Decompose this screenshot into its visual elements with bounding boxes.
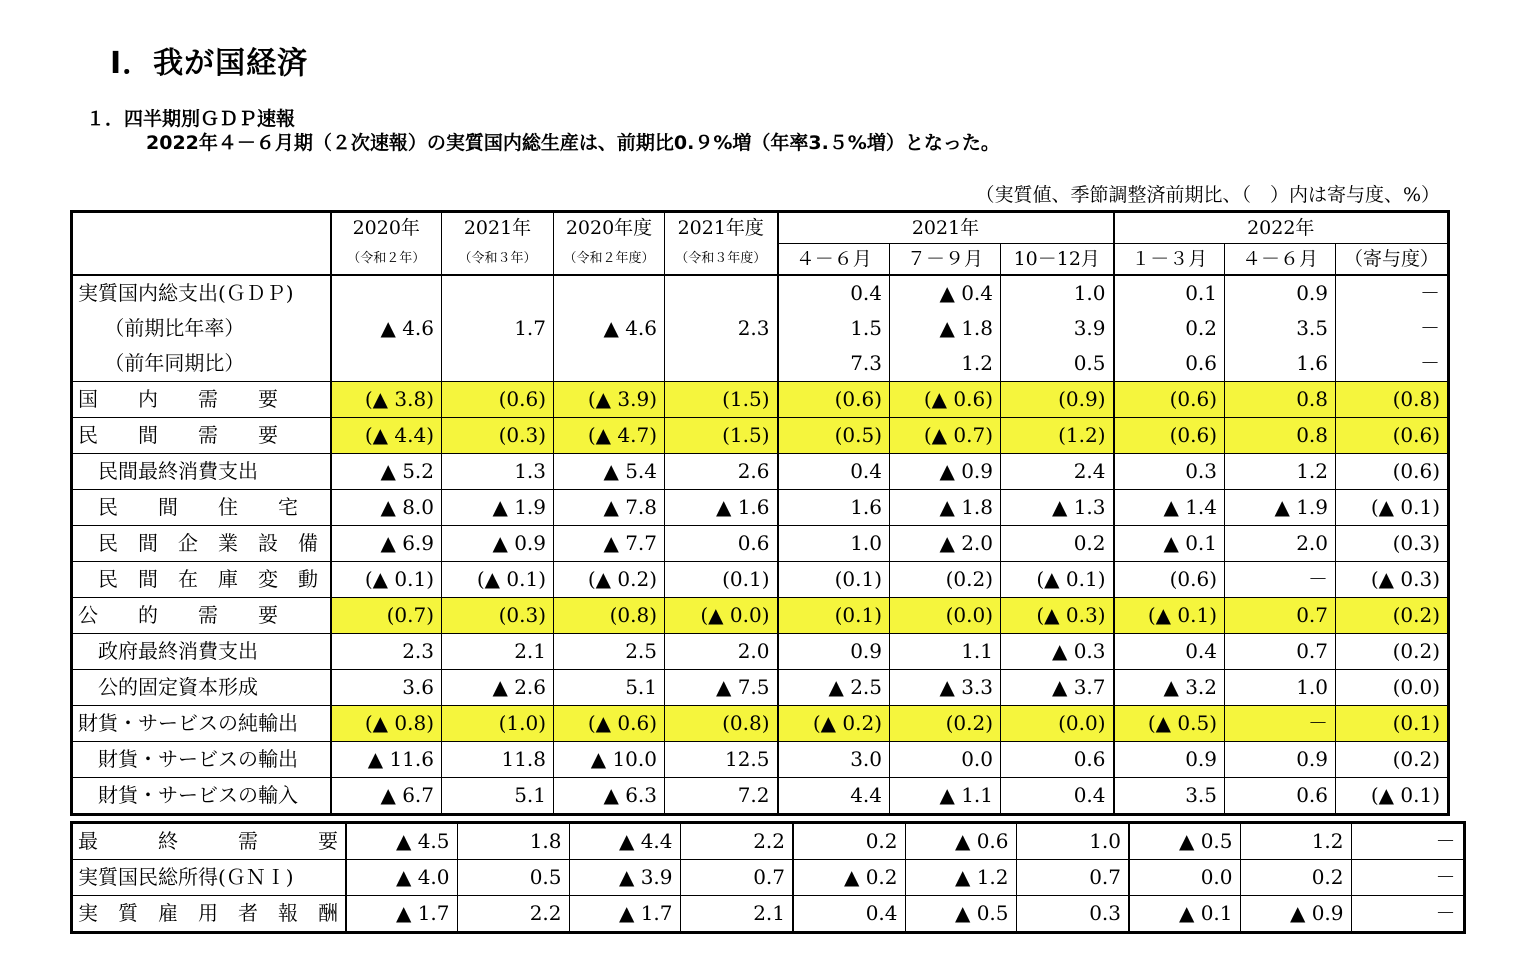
- row-label: 民 間 住 宅: [72, 490, 331, 526]
- header-corner: [72, 212, 331, 276]
- row-label: 財貨・サービスの純輸出: [72, 706, 331, 742]
- row-label: 民 間 需 要: [72, 418, 331, 454]
- quarter-value: 0.3: [1016, 896, 1129, 933]
- annual-value: ▲ 5.2: [331, 454, 442, 490]
- quarter-value: (0.2): [890, 562, 1001, 598]
- quarter-value: 0.9: [1225, 275, 1336, 311]
- annual-value: ▲ 4.6: [331, 311, 442, 346]
- quarter-value: 0.0: [1129, 860, 1240, 896]
- supplementary-table: [70, 821, 1466, 934]
- quarter-value: －: [1336, 311, 1449, 346]
- annual-value: 0.7: [680, 860, 793, 896]
- quarter-value: 0.7: [1225, 634, 1336, 670]
- quarter-value: ▲ 0.5: [905, 896, 1016, 933]
- annual-value: 2.3: [331, 634, 442, 670]
- quarter-value: 0.2: [1001, 526, 1114, 562]
- quarter-value: ▲ 3.2: [1114, 670, 1225, 706]
- quarter-value: (▲ 0.1): [1336, 490, 1449, 526]
- annual-value: [554, 346, 665, 382]
- quarter-value: ▲ 0.1: [1114, 526, 1225, 562]
- quarter-value: ▲ 2.5: [778, 670, 890, 706]
- annual-value: ▲ 3.9: [569, 860, 680, 896]
- annual-value: 2.6: [665, 454, 778, 490]
- quarter-value: (0.6): [1114, 562, 1225, 598]
- quarter-value: (0.1): [778, 598, 890, 634]
- annual-value: (▲ 4.7): [554, 418, 665, 454]
- quarter-value: 2.4: [1001, 454, 1114, 490]
- quarter-value: ▲ 1.9: [1225, 490, 1336, 526]
- quarter-value: 1.2: [1240, 823, 1351, 860]
- annual-value: (▲ 3.8): [331, 382, 442, 418]
- quarter-value: (▲ 0.1): [1336, 778, 1449, 815]
- header-group-2022: 2022年: [1114, 212, 1449, 244]
- quarter-value: ▲ 0.3: [1001, 634, 1114, 670]
- gdp-table: [70, 210, 1450, 816]
- quarter-value: 1.6: [1225, 346, 1336, 382]
- quarter-value: 4.4: [778, 778, 890, 815]
- quarter-value: ▲ 1.2: [905, 860, 1016, 896]
- header-quarter: ４－６月: [1225, 244, 1336, 276]
- annual-value: ▲ 6.9: [331, 526, 442, 562]
- quarter-value: ▲ 0.5: [1129, 823, 1240, 860]
- quarter-value: 7.3: [778, 346, 890, 382]
- lead-text: 2022年４－６月期（２次速報）の実質国内総生産は、前期比0.９%増（年率3.５%増）となった。: [146, 132, 1000, 154]
- annual-value: (0.3): [442, 598, 554, 634]
- table-row: [72, 860, 1465, 896]
- table-row: [72, 706, 1449, 742]
- table-row: [72, 418, 1449, 454]
- annual-value: (0.8): [665, 706, 778, 742]
- table-row: [72, 454, 1449, 490]
- annual-value: 3.6: [331, 670, 442, 706]
- quarter-value: 3.9: [1001, 311, 1114, 346]
- quarter-value: －: [1351, 896, 1464, 933]
- quarter-value: ▲ 3.7: [1001, 670, 1114, 706]
- quarter-value: 2.0: [1225, 526, 1336, 562]
- header-era: （令和２年度）: [554, 244, 665, 276]
- quarter-value: 0.9: [1114, 742, 1225, 778]
- annual-value: [331, 346, 442, 382]
- header-era: （令和３年）: [442, 244, 554, 276]
- quarter-value: (0.6): [1114, 418, 1225, 454]
- annual-value: (▲ 0.1): [331, 562, 442, 598]
- annual-value: (0.6): [442, 382, 554, 418]
- quarter-value: －: [1351, 823, 1464, 860]
- quarter-value: ▲ 1.1: [890, 778, 1001, 815]
- header-year: 2020年: [331, 212, 442, 244]
- supplementary-table-body: [72, 823, 1465, 933]
- quarter-value: 1.6: [778, 490, 890, 526]
- table-row: [72, 275, 1449, 311]
- quarter-value: 0.4: [778, 275, 890, 311]
- quarter-value: 0.4: [1001, 778, 1114, 815]
- row-label: 実質国民総所得(ＧＮＩ): [72, 860, 347, 896]
- row-label: 国 内 需 要: [72, 382, 331, 418]
- row-label: 最 終 需 要: [72, 823, 347, 860]
- header-quarter: ４－６月: [778, 244, 890, 276]
- annual-value: (▲ 0.1): [442, 562, 554, 598]
- quarter-value: ▲ 1.8: [890, 490, 1001, 526]
- quarter-value: (▲ 0.3): [1001, 598, 1114, 634]
- gdp-table-body: [72, 212, 1449, 815]
- annual-value: 0.5: [457, 860, 569, 896]
- quarter-value: (0.0): [890, 598, 1001, 634]
- quarter-value: (0.0): [1001, 706, 1114, 742]
- annual-value: [442, 275, 554, 311]
- quarter-value: ▲ 0.4: [890, 275, 1001, 311]
- annual-value: [665, 275, 778, 311]
- annual-value: [665, 346, 778, 382]
- annual-value: ▲ 4.4: [569, 823, 680, 860]
- quarter-value: (▲ 0.3): [1336, 562, 1449, 598]
- annual-value: 2.2: [457, 896, 569, 933]
- table-row: [72, 778, 1449, 815]
- quarter-value: －: [1336, 275, 1449, 311]
- annual-value: 2.5: [554, 634, 665, 670]
- annual-value: (0.8): [554, 598, 665, 634]
- quarter-value: 0.9: [778, 634, 890, 670]
- quarter-value: (▲ 0.1): [1114, 598, 1225, 634]
- header-year: 2021年度: [665, 212, 778, 244]
- header-year: 2020年度: [554, 212, 665, 244]
- annual-value: (▲ 0.6): [554, 706, 665, 742]
- table-row: [72, 598, 1449, 634]
- quarter-value: ▲ 0.1: [1129, 896, 1240, 933]
- quarter-value: 1.0: [1001, 275, 1114, 311]
- annual-value: ▲ 6.7: [331, 778, 442, 815]
- table-row: [72, 896, 1465, 933]
- quarter-value: 0.3: [1114, 454, 1225, 490]
- row-label: 民 間 企 業 設 備: [72, 526, 331, 562]
- table-row: [72, 526, 1449, 562]
- annual-value: 1.8: [457, 823, 569, 860]
- quarter-value: 1.2: [890, 346, 1001, 382]
- annual-value: ▲ 4.6: [554, 311, 665, 346]
- annual-value: ▲ 1.9: [442, 490, 554, 526]
- table-row: [72, 742, 1449, 778]
- quarter-value: 0.7: [1016, 860, 1129, 896]
- quarter-value: (▲ 0.5): [1114, 706, 1225, 742]
- quarter-value: ▲ 0.6: [905, 823, 1016, 860]
- quarter-value: 1.0: [778, 526, 890, 562]
- annual-value: ▲ 7.8: [554, 490, 665, 526]
- annual-value: 1.7: [442, 311, 554, 346]
- quarter-value: 0.5: [1001, 346, 1114, 382]
- quarter-value: (0.3): [1336, 526, 1449, 562]
- annual-value: ▲ 5.4: [554, 454, 665, 490]
- quarter-value: (0.0): [1336, 670, 1449, 706]
- quarter-value: 0.6: [1114, 346, 1225, 382]
- quarter-value: 0.4: [778, 454, 890, 490]
- quarter-value: 1.0: [1016, 823, 1129, 860]
- page-heading: Ⅰ．我が国経済: [110, 46, 309, 81]
- quarter-value: (▲ 0.1): [1001, 562, 1114, 598]
- quarter-value: ▲ 1.4: [1114, 490, 1225, 526]
- quarter-value: ▲ 1.3: [1001, 490, 1114, 526]
- quarter-value: 3.5: [1114, 778, 1225, 815]
- header-quarter: 10－12月: [1001, 244, 1114, 276]
- table-row: [72, 670, 1449, 706]
- quarter-value: ▲ 3.3: [890, 670, 1001, 706]
- annual-value: (▲ 0.8): [331, 706, 442, 742]
- quarter-value: (▲ 0.2): [778, 706, 890, 742]
- annual-value: ▲ 8.0: [331, 490, 442, 526]
- quarter-value: －: [1336, 346, 1449, 382]
- annual-value: (▲ 0.0): [665, 598, 778, 634]
- quarter-value: 0.0: [890, 742, 1001, 778]
- section-title: １．四半期別ＧＤＰ速報: [86, 108, 296, 130]
- quarter-value: －: [1225, 562, 1336, 598]
- quarter-value: (0.2): [1336, 742, 1449, 778]
- table-row: [72, 490, 1449, 526]
- quarter-value: (0.8): [1336, 382, 1449, 418]
- quarter-value: (0.2): [1336, 598, 1449, 634]
- quarter-value: (0.6): [1336, 454, 1449, 490]
- annual-value: [554, 275, 665, 311]
- quarter-value: 1.0: [1225, 670, 1336, 706]
- quarter-value: 0.4: [793, 896, 905, 933]
- row-label: 公的固定資本形成: [72, 670, 331, 706]
- table-row: [72, 823, 1465, 860]
- annual-value: (1.5): [665, 418, 778, 454]
- quarter-value: (0.6): [778, 382, 890, 418]
- row-label: （前年同期比）: [72, 346, 331, 382]
- quarter-value: (0.6): [1336, 418, 1449, 454]
- annual-value: ▲ 11.6: [331, 742, 442, 778]
- quarter-value: 3.5: [1225, 311, 1336, 346]
- quarter-value: 1.2: [1225, 454, 1336, 490]
- annual-value: (▲ 3.9): [554, 382, 665, 418]
- quarter-value: (0.5): [778, 418, 890, 454]
- annual-value: ▲ 0.9: [442, 526, 554, 562]
- annual-value: (▲ 4.4): [331, 418, 442, 454]
- quarter-value: 0.6: [1001, 742, 1114, 778]
- table-row: [72, 562, 1449, 598]
- quarter-value: (▲ 0.7): [890, 418, 1001, 454]
- annual-value: ▲ 6.3: [554, 778, 665, 815]
- quarter-value: 0.2: [1240, 860, 1351, 896]
- annual-value: 7.2: [665, 778, 778, 815]
- quarter-value: (0.2): [890, 706, 1001, 742]
- annual-value: ▲ 1.6: [665, 490, 778, 526]
- annual-value: 2.0: [665, 634, 778, 670]
- annual-value: (0.1): [665, 562, 778, 598]
- row-label: 政府最終消費支出: [72, 634, 331, 670]
- annual-value: 2.1: [442, 634, 554, 670]
- annual-value: ▲ 1.7: [346, 896, 457, 933]
- quarter-value: ▲ 2.0: [890, 526, 1001, 562]
- annual-value: 1.3: [442, 454, 554, 490]
- quarter-value: 0.1: [1114, 275, 1225, 311]
- row-label: 実質国内総支出(ＧＤＰ): [72, 275, 331, 311]
- table-row: [72, 634, 1449, 670]
- quarter-value: (0.2): [1336, 634, 1449, 670]
- annual-value: 5.1: [442, 778, 554, 815]
- row-label: 財貨・サービスの輸出: [72, 742, 331, 778]
- annual-value: (0.3): [442, 418, 554, 454]
- annual-value: 2.3: [665, 311, 778, 346]
- quarter-value: (0.6): [1114, 382, 1225, 418]
- quarter-value: 0.6: [1225, 778, 1336, 815]
- quarter-value: (0.1): [1336, 706, 1449, 742]
- table-row: [72, 311, 1449, 346]
- row-label: 公 的 需 要: [72, 598, 331, 634]
- header-era: （令和３年度）: [665, 244, 778, 276]
- unit-note: （実質値、季節調整済前期比、（ ）内は寄与度、%）: [975, 184, 1440, 206]
- quarter-value: 0.8: [1225, 382, 1336, 418]
- header-quarter: （寄与度）: [1336, 244, 1449, 276]
- annual-value: ▲ 10.0: [554, 742, 665, 778]
- quarter-value: 0.7: [1225, 598, 1336, 634]
- quarter-value: 0.8: [1225, 418, 1336, 454]
- row-label: （前期比年率）: [72, 311, 331, 346]
- annual-value: ▲ 2.6: [442, 670, 554, 706]
- quarter-value: －: [1351, 860, 1464, 896]
- annual-value: ▲ 7.5: [665, 670, 778, 706]
- quarter-value: 3.0: [778, 742, 890, 778]
- annual-value: ▲ 4.0: [346, 860, 457, 896]
- annual-value: 11.8: [442, 742, 554, 778]
- quarter-value: －: [1225, 706, 1336, 742]
- row-label: 民 間 在 庫 変 動: [72, 562, 331, 598]
- header-quarter: ７－９月: [890, 244, 1001, 276]
- quarter-value: 0.4: [1114, 634, 1225, 670]
- header-row-years: [72, 212, 1449, 244]
- annual-value: (1.0): [442, 706, 554, 742]
- annual-value: [331, 275, 442, 311]
- table-row: [72, 382, 1449, 418]
- annual-value: ▲ 7.7: [554, 526, 665, 562]
- header-group-2021: 2021年: [778, 212, 1114, 244]
- quarter-value: (0.9): [1001, 382, 1114, 418]
- header-era: （令和２年）: [331, 244, 442, 276]
- quarter-value: (1.2): [1001, 418, 1114, 454]
- annual-value: 2.1: [680, 896, 793, 933]
- annual-value: ▲ 4.5: [346, 823, 457, 860]
- annual-value: 0.6: [665, 526, 778, 562]
- header-year: 2021年: [442, 212, 554, 244]
- annual-value: 5.1: [554, 670, 665, 706]
- annual-value: (▲ 0.2): [554, 562, 665, 598]
- quarter-value: 1.1: [890, 634, 1001, 670]
- quarter-value: ▲ 0.9: [1240, 896, 1351, 933]
- row-label: 民間最終消費支出: [72, 454, 331, 490]
- quarter-value: ▲ 0.9: [890, 454, 1001, 490]
- quarter-value: (▲ 0.6): [890, 382, 1001, 418]
- row-label: 財貨・サービスの輸入: [72, 778, 331, 815]
- quarter-value: (0.1): [778, 562, 890, 598]
- annual-value: (0.7): [331, 598, 442, 634]
- annual-value: 2.2: [680, 823, 793, 860]
- annual-value: [442, 346, 554, 382]
- annual-value: 12.5: [665, 742, 778, 778]
- quarter-value: ▲ 1.8: [890, 311, 1001, 346]
- annual-value: ▲ 1.7: [569, 896, 680, 933]
- quarter-value: 0.2: [793, 823, 905, 860]
- quarter-value: ▲ 0.2: [793, 860, 905, 896]
- row-label: 実 質 雇 用 者 報 酬: [72, 896, 347, 933]
- quarter-value: 0.2: [1114, 311, 1225, 346]
- header-quarter: １－３月: [1114, 244, 1225, 276]
- annual-value: (1.5): [665, 382, 778, 418]
- table-row: [72, 346, 1449, 382]
- quarter-value: 1.5: [778, 311, 890, 346]
- quarter-value: 0.9: [1225, 742, 1336, 778]
